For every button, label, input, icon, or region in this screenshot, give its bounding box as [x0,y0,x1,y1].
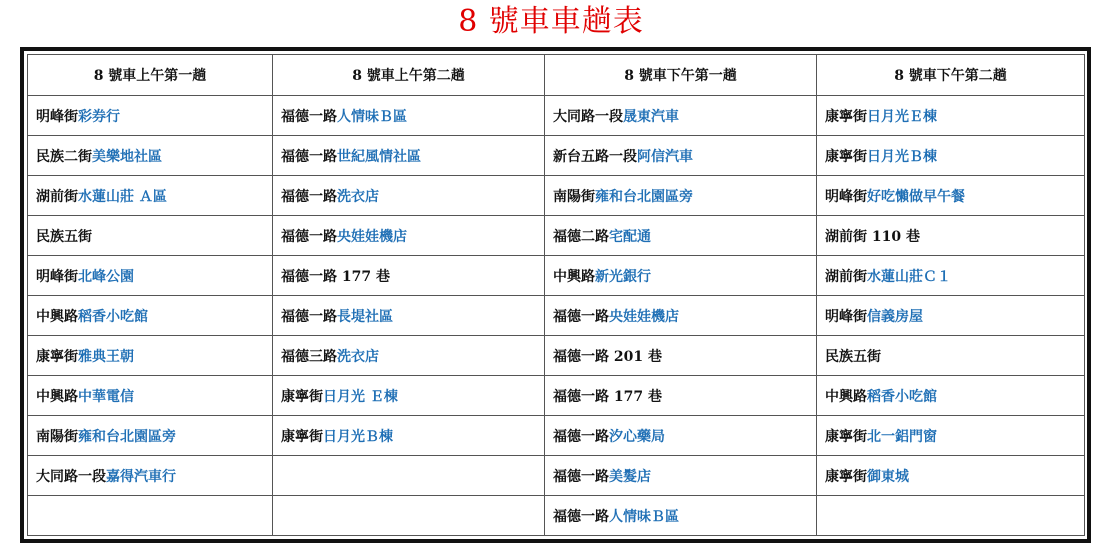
header-row [28,55,1085,96]
stop-place: 稻香小吃館 [78,308,148,325]
stop-street: 福德一路 [281,308,337,325]
stop-street: 明峰街 [36,108,78,125]
stop-cell [28,176,273,216]
stop-street: 湖前街 110 巷 [825,228,920,245]
stop-street: 南陽街 [553,188,595,205]
stop-place: 央娃娃機店 [609,308,679,325]
schedule-frame [20,47,1091,543]
table-row [28,376,1085,416]
stop-place: 美髮店 [609,468,651,485]
stop-street: 南陽街 [36,428,78,445]
stop-place: 汐心藥局 [609,428,665,445]
stop-cell [545,216,817,256]
table-row [28,136,1085,176]
stop-street: 福德一路 [281,188,337,205]
table-row [28,336,1085,376]
stop-street: 福德一路 201 巷 [553,348,662,365]
table-row [28,216,1085,256]
stop-street: 福德一路 177 巷 [553,388,662,405]
stop-cell [817,496,1085,536]
table-row [28,96,1085,136]
table-row [28,456,1085,496]
column-header-pm-first: 8 號車下午第一趟 [545,55,817,96]
stop-street: 明峰街 [825,308,867,325]
stop-place: 阿信汽車 [637,148,693,165]
stop-cell [273,336,545,376]
stop-place: 雅典王朝 [78,348,134,365]
stop-street: 湖前街 [36,188,78,205]
stop-place: 嘉得汽車行 [106,468,176,485]
stop-cell [545,416,817,456]
stop-cell [817,176,1085,216]
stop-place: 宅配通 [609,228,651,245]
stop-place: 洗衣店 [337,188,379,205]
stop-cell [545,336,817,376]
stop-cell [273,496,545,536]
stop-place: 雍和台北園區旁 [78,428,176,445]
stop-cell [273,216,545,256]
stop-place: 水蓮山莊 Ａ區 [78,188,167,205]
stop-cell [817,376,1085,416]
stop-street: 福德一路 [281,228,337,245]
stop-cell [273,456,545,496]
stop-street: 福德一路 177 巷 [281,268,390,285]
column-header-am-first: 8 號車上午第一趟 [28,55,273,96]
stop-cell [273,416,545,456]
stop-cell [817,216,1085,256]
column-header-am-second: 8 號車上午第二趟 [273,55,545,96]
stop-place: 御東城 [867,468,909,485]
stop-place: 雍和台北園區旁 [595,188,693,205]
stop-cell [273,176,545,216]
stop-cell [545,376,817,416]
stop-street: 康寧街 [36,348,78,365]
stop-street: 民族五街 [36,228,92,245]
table-row [28,296,1085,336]
table-row [28,496,1085,536]
table-row [28,256,1085,296]
stop-cell [28,496,273,536]
stop-cell [545,496,817,536]
stop-street: 福德一路 [281,108,337,125]
stop-street: 中興路 [36,308,78,325]
stop-cell [545,456,817,496]
stop-street: 大同路一段 [36,468,106,485]
stop-street: 福德二路 [553,228,609,245]
stop-cell [28,136,273,176]
stop-street: 明峰街 [825,188,867,205]
stop-place: 美樂地社區 [92,148,162,165]
stop-place: 信義房屋 [867,308,923,325]
stop-street: 明峰街 [36,268,78,285]
stop-cell [817,456,1085,496]
stop-street: 福德三路 [281,348,337,365]
table-row [28,176,1085,216]
stop-cell [817,416,1085,456]
stop-cell [273,296,545,336]
stop-cell [28,416,273,456]
stop-cell [545,96,817,136]
stop-street: 康寧街 [825,108,867,125]
stop-place: 新光銀行 [595,268,651,285]
stop-street: 民族五街 [825,348,881,365]
stop-place: 彩券行 [78,108,120,125]
stop-cell [545,296,817,336]
stop-place: 人情味Ｂ區 [337,108,407,125]
stop-place: 日月光Ｅ棟 [867,108,937,125]
stop-street: 湖前街 [825,268,867,285]
stop-place: 央娃娃機店 [337,228,407,245]
stop-cell [28,456,273,496]
stop-cell [28,296,273,336]
stop-cell [817,136,1085,176]
stop-place: 好吃懶做早午餐 [867,188,965,205]
schedule-body [28,96,1085,536]
stop-place: 晟東汽車 [623,108,679,125]
stop-street: 中興路 [36,388,78,405]
stop-street: 康寧街 [281,388,323,405]
stop-place: 稻香小吃館 [867,388,937,405]
stop-cell [817,336,1085,376]
stop-street: 新台五路一段 [553,148,637,165]
stop-cell [817,296,1085,336]
stop-place: 洗衣店 [337,348,379,365]
stop-place: 日月光Ｂ棟 [323,428,393,445]
stop-street: 康寧街 [825,148,867,165]
stop-street: 康寧街 [825,468,867,485]
stop-street: 大同路一段 [553,108,623,125]
stop-cell [273,256,545,296]
stop-cell [28,336,273,376]
stop-street: 福德一路 [553,468,609,485]
stop-street: 康寧街 [281,428,323,445]
stop-street: 中興路 [825,388,867,405]
stop-place: 日月光Ｂ棟 [867,148,937,165]
stop-cell [28,96,273,136]
stop-place: 長堤社區 [337,308,393,325]
column-header-pm-second: 8 號車下午第二趟 [817,55,1085,96]
stop-place: 世紀風情社區 [337,148,421,165]
stop-cell [28,256,273,296]
stop-cell [545,176,817,216]
stop-cell [28,216,273,256]
stop-cell [545,256,817,296]
stop-cell [817,256,1085,296]
stop-cell [817,96,1085,136]
stop-cell [273,96,545,136]
stop-street: 康寧街 [825,428,867,445]
stop-place: 人情味Ｂ區 [609,508,679,525]
page-title: 8 號車車趟表 [458,4,644,39]
stop-place: 水蓮山莊Ｃ１ [867,268,951,285]
stop-cell [273,136,545,176]
table-row [28,416,1085,456]
stop-street: 福德一路 [281,148,337,165]
stop-street: 福德一路 [553,428,609,445]
stop-place: 中華電信 [78,388,134,405]
stop-cell [28,376,273,416]
stop-cell [545,136,817,176]
schedule-table [27,54,1085,536]
stop-street: 福德一路 [553,308,609,325]
stop-street: 中興路 [553,268,595,285]
stop-place: 北峰公園 [78,268,134,285]
stop-place: 北一鋁門窗 [867,428,937,445]
stop-place: 日月光 Ｅ棟 [323,388,398,405]
stop-cell [273,376,545,416]
stop-street: 民族二街 [36,148,92,165]
stop-street: 福德一路 [553,508,609,525]
